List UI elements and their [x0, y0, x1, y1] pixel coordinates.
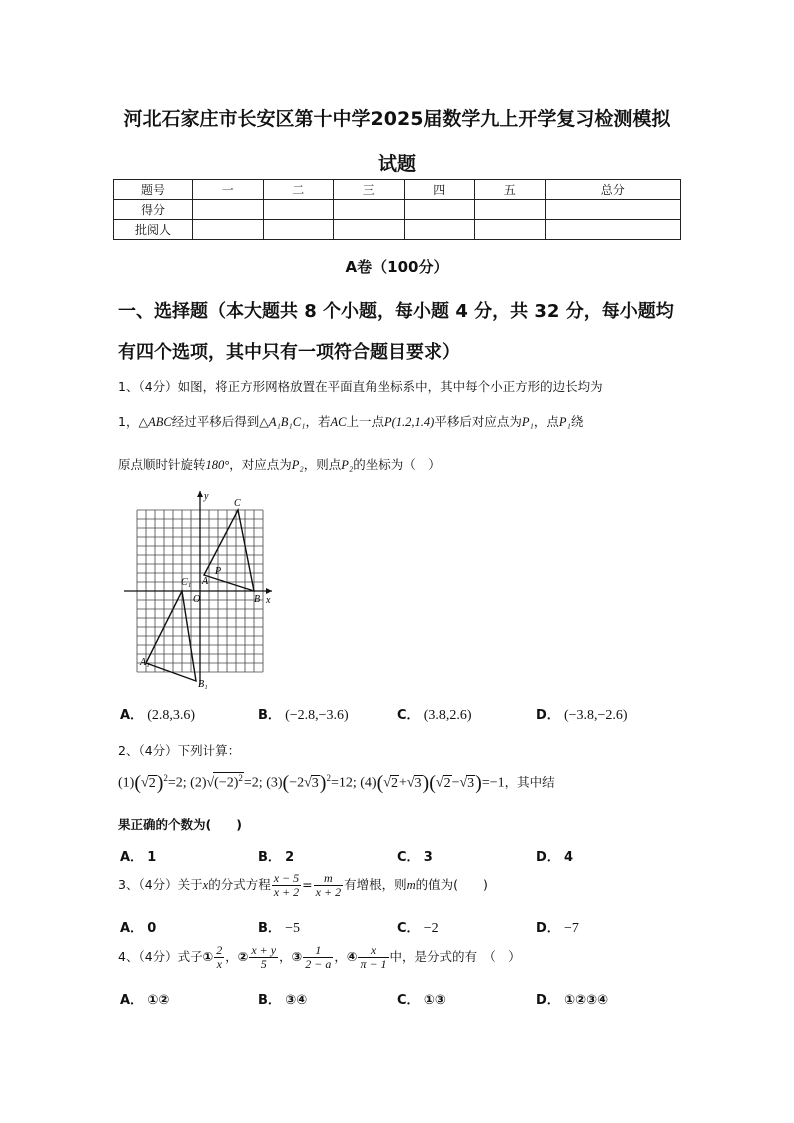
score-header-cell: 总分: [545, 180, 681, 200]
score-header-cell: 二: [263, 180, 334, 200]
q3-option-b[interactable]: B． −5: [258, 921, 300, 936]
q2-option-c[interactable]: C． 3: [397, 850, 433, 865]
q4-option-c[interactable]: C． ①③: [397, 993, 446, 1008]
score-header-cell: 题号: [114, 180, 193, 200]
q4-option-a[interactable]: A． ①②: [120, 993, 170, 1008]
q1-option-b[interactable]: B． (−2.8,−3.6): [258, 708, 349, 723]
q2-option-b[interactable]: B． 2: [258, 850, 295, 865]
label-b: B: [254, 594, 261, 605]
q1-stem-line1: 1、（4分）如图，将正方形网格放置在平面直角坐标系中，其中每个小正方形的边长均为: [118, 379, 603, 394]
reviewer-cell[interactable]: [193, 220, 264, 240]
score-table-header-row: [114, 180, 681, 200]
score-cell[interactable]: [404, 200, 475, 220]
q2-option-d[interactable]: D． 4: [536, 850, 573, 865]
label-o: O: [193, 594, 201, 605]
score-header-cell: 一: [193, 180, 264, 200]
section1-heading-line1: 一、选择题（本大题共 8 个小题，每小题 4 分，共 32 分，每小题均: [118, 301, 674, 322]
x-axis-arrow: [266, 588, 272, 594]
label-x: x: [266, 595, 271, 606]
label-p: P: [215, 566, 222, 577]
q2-expressions: $(1)(√2)^2=2$; $(2)√(-2)^2=2$; $(3)(-2√3)^2=12$; (4)(√2+√3)(√2−√3)=−1，其中结: [118, 772, 555, 794]
label-y: y: [204, 491, 209, 502]
q3-option-d[interactable]: D． −7: [536, 921, 579, 936]
score-cell[interactable]: [475, 200, 546, 220]
score-header-cell: 三: [334, 180, 405, 200]
reviewer-cell[interactable]: [545, 220, 681, 240]
label-a: A: [202, 576, 209, 587]
reviewer-cell[interactable]: [475, 220, 546, 240]
reviewer-cell[interactable]: [334, 220, 405, 240]
q1-option-a[interactable]: A． (2.8,3.6): [120, 708, 196, 723]
score-cell[interactable]: [545, 200, 681, 220]
label-a1: A₁: [140, 657, 150, 668]
score-row: [114, 200, 681, 220]
exam-title-line1: 河北石家庄市长安区第十中学2025届数学九上开学复习检测模拟: [123, 108, 671, 130]
score-cell[interactable]: [193, 200, 264, 220]
reviewer-row: [114, 220, 681, 240]
q1-option-c[interactable]: C． (3.8,2.6): [397, 708, 472, 723]
q4-stem: 4、（4分）式子① $\frac{2}{x}$ ，② $\frac{x + y}{5}$ ，③ $\frac{1}{2 - a}$ ，④ $\frac{x}{\pi - 1}$ 中，是分式的有 （ ）: [118, 943, 521, 971]
exam-title-line2: 试题: [377, 153, 416, 175]
q1-stem-line2: 1，△ABC经过平移后得到△A₁B₁C₁，若AC上一点P(1.2,1.4)平移后对应点为P₁，点P₁绕: [118, 414, 584, 429]
score-cell[interactable]: [263, 200, 334, 220]
q1-coordinate-figure: [120, 485, 280, 690]
triangle-abc: [204, 510, 254, 591]
paper-part-heading: A卷（100分）: [345, 258, 449, 276]
q3-option-c[interactable]: C． −2: [397, 921, 439, 936]
score-table: [113, 179, 681, 240]
label-c1: C₁: [181, 577, 192, 588]
q1-stem-line3: 原点顺时针旋转180°，对应点为P₂，则点P₂的坐标为（ ）: [118, 457, 441, 472]
q2-stem-line3: 果正确的个数为( ): [118, 817, 242, 832]
score-header-cell: 四: [404, 180, 475, 200]
section1-heading-line2: 有四个选项，其中只有一项符合题目要求）: [118, 342, 460, 363]
reviewer-row-label: 批阅人: [114, 220, 193, 240]
q3-stem: 3、（4分）关于x的分式方程 $\frac{x - 5}{x + 2}$ = $\frac{m}{x + 2}$ 有增根，则m的值为( ): [118, 871, 488, 899]
q3-option-a[interactable]: A． 0: [120, 921, 157, 936]
reviewer-cell[interactable]: [263, 220, 334, 240]
label-b1: B₁: [198, 679, 208, 690]
reviewer-cell[interactable]: [404, 220, 475, 240]
label-c: C: [234, 498, 241, 509]
q2-option-a[interactable]: A． 1: [120, 850, 157, 865]
q1-option-d[interactable]: D． (−3.8,−2.6): [536, 708, 628, 723]
score-cell[interactable]: [334, 200, 405, 220]
q4-option-b[interactable]: B． ③④: [258, 993, 308, 1008]
q2-stem: 2、（4分）下列计算：: [118, 743, 241, 758]
q4-option-d[interactable]: D． ①②③④: [536, 993, 608, 1008]
score-row-label: 得分: [114, 200, 193, 220]
y-axis-arrow: [197, 491, 203, 497]
score-header-cell: 五: [475, 180, 546, 200]
